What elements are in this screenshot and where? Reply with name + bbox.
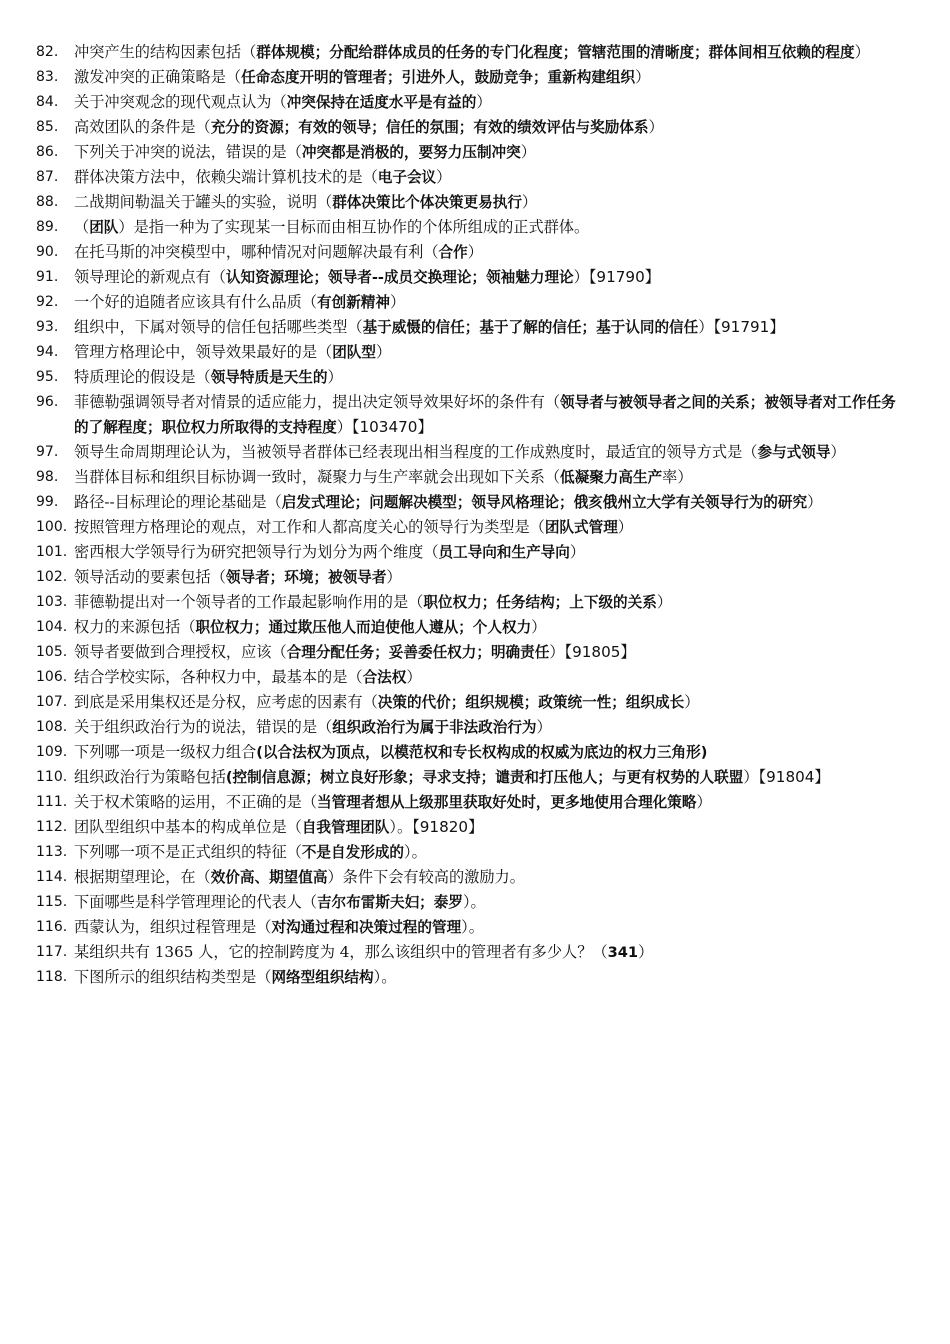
question-answer: 群体决策比个体决策更易执行 bbox=[332, 194, 522, 211]
question-answer: 不是自发形成的 bbox=[301, 844, 404, 861]
question-stem: 领导理论的新观点有（ bbox=[74, 268, 226, 286]
question-number: 95. bbox=[36, 369, 59, 385]
question-text bbox=[74, 890, 900, 915]
question-item bbox=[36, 865, 900, 890]
question-number: 110. bbox=[36, 769, 68, 785]
question-tail: ） bbox=[375, 343, 392, 361]
question-stem: 领导生命周期理论认为，当被领导者群体已经表现出相当程度的工作成熟度时，最适宜的领导方式是（ bbox=[74, 443, 758, 461]
question-text bbox=[74, 790, 900, 815]
question-text bbox=[74, 690, 900, 715]
question-tail: ） bbox=[536, 718, 552, 736]
question-answer: (以合法权为顶点，以模范权和专长权构成的权威为底边的权力三角形) bbox=[256, 744, 708, 761]
question-number: 109. bbox=[36, 744, 68, 760]
question-number: 89. bbox=[36, 219, 59, 235]
question-tail: ） bbox=[389, 293, 406, 311]
question-stem: 路径--目标理论的理论基础是（ bbox=[74, 493, 282, 511]
question-number: 103. bbox=[36, 594, 68, 610]
question-text bbox=[74, 565, 900, 590]
question-tail: ） bbox=[854, 43, 870, 61]
question-tail: ） bbox=[520, 143, 536, 161]
question-text bbox=[74, 165, 900, 190]
question-item bbox=[36, 240, 900, 265]
question-number: 97. bbox=[36, 444, 59, 460]
question-tail: 率） bbox=[662, 468, 693, 486]
question-tail: ） bbox=[569, 543, 586, 561]
question-answer: 参与式领导 bbox=[757, 444, 831, 461]
question-item bbox=[36, 565, 900, 590]
question-text bbox=[74, 40, 900, 65]
question-answer: 任命态度开明的管理者；引进外人，鼓励竞争；重新构建组织 bbox=[241, 69, 636, 86]
question-tail: ） bbox=[327, 368, 343, 386]
question-tail: ）。 bbox=[403, 843, 427, 861]
question-text bbox=[74, 965, 900, 990]
question-answer: 充分的资源；有效的领导；信任的氛围；有效的绩效评估与奖励体系 bbox=[210, 119, 649, 136]
question-stem: 结合学校实际，各种权力中，最基本的是（ bbox=[74, 668, 363, 686]
question-tail: ） bbox=[696, 793, 712, 811]
question-tail: ）。 bbox=[373, 968, 397, 986]
question-stem: 菲德勒提出对一个领导者的工作最起影响作用的是（ bbox=[74, 593, 424, 611]
question-tail: ） bbox=[807, 493, 823, 511]
question-stem: 激发冲突的正确策略是（ bbox=[74, 68, 242, 86]
question-text bbox=[74, 465, 900, 490]
question-stem: 领导活动的要素包括（ bbox=[74, 568, 226, 586]
question-stem: （ bbox=[74, 218, 90, 236]
question-number: 83. bbox=[36, 69, 59, 85]
question-tail: ） bbox=[436, 168, 452, 186]
question-stem: 根据期望理论，在（ bbox=[74, 868, 211, 886]
question-item bbox=[36, 765, 900, 790]
question-number: 91. bbox=[36, 269, 59, 285]
question-item bbox=[36, 915, 900, 940]
question-item bbox=[36, 540, 900, 565]
question-stem: 密西根大学领导行为研究把领导行为划分为两个维度（ bbox=[74, 543, 439, 561]
question-stem: 下列哪一项是一级权力组合 bbox=[74, 743, 257, 761]
question-item bbox=[36, 140, 900, 165]
question-answer: 合法权 bbox=[362, 669, 407, 686]
question-text bbox=[74, 90, 900, 115]
question-answer: 合作 bbox=[438, 244, 468, 261]
question-tail: ） bbox=[467, 243, 483, 261]
question-tail: ） bbox=[648, 118, 664, 136]
question-number: 116. bbox=[36, 919, 68, 935]
question-text bbox=[74, 865, 900, 890]
question-number: 94. bbox=[36, 344, 59, 360]
question-text bbox=[74, 540, 900, 565]
question-text bbox=[74, 915, 900, 940]
question-answer: 当管理者想从上级那里获取好处时，更多地使用合理化策略 bbox=[317, 794, 697, 811]
question-answer: 领导者与被领导者之间的关系；被领导者对工作任务的了解程度；职位权力所取得的支持程度 bbox=[74, 394, 896, 436]
question-item bbox=[36, 490, 900, 515]
question-stem: 组织中，下属对领导的信任包括哪些类型（ bbox=[74, 318, 363, 336]
question-tail: ） bbox=[476, 93, 492, 111]
question-number: 98. bbox=[36, 469, 59, 485]
question-tail: ） bbox=[617, 518, 633, 536]
question-text bbox=[74, 665, 900, 690]
question-tail: ） bbox=[406, 668, 422, 686]
question-text bbox=[74, 490, 900, 515]
question-stem: 关于冲突观念的现代观点认为（ bbox=[74, 93, 287, 111]
question-item bbox=[36, 315, 900, 340]
question-tail: ）【103470】 bbox=[336, 418, 433, 436]
question-tail: ）。 bbox=[462, 893, 486, 911]
question-stem: 群体决策方法中，依赖尖端计算机技术的是（ bbox=[74, 168, 378, 186]
question-answer: 自我管理团队 bbox=[301, 819, 390, 836]
question-text bbox=[74, 515, 900, 540]
question-number: 96. bbox=[36, 394, 59, 410]
question-text bbox=[74, 290, 900, 315]
question-number: 99. bbox=[36, 494, 59, 510]
question-stem: 某组织共有 1365 人，它的控制跨度为 4，那么该组织中的管理者有多少人？（ bbox=[74, 943, 608, 961]
question-stem: 团队型组织中基本的构成单位是（ bbox=[74, 818, 302, 836]
question-item bbox=[36, 165, 900, 190]
question-answer: 吉尔布雷斯夫妇；泰罗 bbox=[317, 894, 463, 911]
question-text bbox=[74, 215, 900, 240]
question-tail: ）【91791】 bbox=[698, 318, 785, 336]
question-item bbox=[36, 665, 900, 690]
question-item bbox=[36, 115, 900, 140]
question-tail: ）是指一种为了实现某一目标而由相互协作的个体所组成的正式群体。 bbox=[118, 218, 590, 236]
question-item bbox=[36, 790, 900, 815]
question-item bbox=[36, 340, 900, 365]
question-answer: 职位权力；任务结构；上下级的关系 bbox=[423, 594, 657, 611]
question-text bbox=[74, 740, 900, 765]
question-tail: ）。 bbox=[461, 918, 484, 936]
question-item bbox=[36, 90, 900, 115]
question-item bbox=[36, 840, 900, 865]
question-item bbox=[36, 715, 900, 740]
question-item bbox=[36, 515, 900, 540]
question-answer: 认知资源理论；领导者--成员交换理论；领袖魅力理论 bbox=[225, 269, 574, 286]
question-answer: 团队型 bbox=[332, 344, 376, 361]
question-number: 82. bbox=[36, 44, 59, 60]
question-item bbox=[36, 740, 900, 765]
question-stem: 高效团队的条件是（ bbox=[74, 118, 211, 136]
question-stem: 关于权术策略的运用，不正确的是（ bbox=[74, 793, 317, 811]
question-number: 93. bbox=[36, 319, 59, 335]
question-answer: 领导者；环境；被领导者 bbox=[225, 569, 387, 586]
question-item bbox=[36, 940, 900, 965]
question-tail: ） bbox=[684, 693, 700, 711]
question-stem: 关于组织政治行为的说法，错误的是（ bbox=[74, 718, 333, 736]
question-number: 100. bbox=[36, 519, 68, 535]
question-answer: 组织政治行为属于非法政治行为 bbox=[332, 719, 537, 736]
question-tail: ）。【91820】 bbox=[389, 818, 484, 836]
question-stem: 按照管理方格理论的观点，对工作和人都高度关心的领导行为类型是（ bbox=[74, 518, 545, 536]
question-stem: 在托马斯的冲突模型中，哪种情况对问题解决最有利（ bbox=[74, 243, 439, 261]
question-answer: 基于威慑的信任；基于了解的信任；基于认同的信任 bbox=[362, 319, 699, 336]
question-text bbox=[74, 315, 900, 340]
question-text bbox=[74, 190, 900, 215]
question-item bbox=[36, 215, 900, 240]
question-number: 108. bbox=[36, 719, 68, 735]
question-text bbox=[74, 365, 900, 390]
question-stem: 下面哪些是科学管理理论的代表人（ bbox=[74, 893, 317, 911]
question-stem: 下列关于冲突的说法，错误的是（ bbox=[74, 143, 302, 161]
question-answer: 有创新精神 bbox=[317, 294, 390, 311]
question-number: 88. bbox=[36, 194, 59, 210]
question-number: 107. bbox=[36, 694, 68, 710]
question-answer: 启发式理论；问题解决模型；领导风格理论；俄亥俄州立大学有关领导行为的研究 bbox=[281, 494, 808, 511]
question-number: 105. bbox=[36, 644, 68, 660]
question-item bbox=[36, 390, 900, 440]
question-answer: 团队 bbox=[89, 219, 119, 236]
question-answer: 员工导向和生产导向 bbox=[438, 544, 570, 561]
question-stem: 冲突产生的结构因素包括（ bbox=[74, 43, 257, 61]
question-answer: (控制信息源；树立良好形象；寻求支持；谴责和打压他人；与更有权势的人联盟 bbox=[225, 769, 744, 786]
question-stem: 一个好的追随者应该具有什么品质（ bbox=[74, 293, 317, 311]
question-item bbox=[36, 890, 900, 915]
question-answer: 效价高、期望值高 bbox=[210, 869, 328, 886]
question-tail: ） bbox=[386, 568, 402, 586]
question-item bbox=[36, 65, 900, 90]
question-answer: 电子会议 bbox=[377, 169, 437, 186]
question-item bbox=[36, 465, 900, 490]
question-stem: 组织政治行为策略包括 bbox=[74, 768, 226, 786]
question-tail: ） bbox=[531, 618, 547, 636]
question-answer: 冲突都是消极的，要努力压制冲突 bbox=[301, 144, 521, 161]
question-text bbox=[74, 240, 900, 265]
question-answer: 领导特质是天生的 bbox=[210, 369, 328, 386]
question-answer: 职位权力；通过欺压他人而迫使他人遵从；个人权力 bbox=[195, 619, 532, 636]
question-text bbox=[74, 115, 900, 140]
question-stem: 当群体目标和组织目标协调一致时，凝聚力与生产率就会出现如下关系（ bbox=[74, 468, 560, 486]
question-tail: ）【91790】 bbox=[573, 268, 660, 286]
question-number: 92. bbox=[36, 294, 59, 310]
question-stem: 二战期间勒温关于罐头的实验，说明（ bbox=[74, 193, 333, 211]
question-answer: 决策的代价；组织规模；政策统一性；组织成长 bbox=[377, 694, 685, 711]
question-item bbox=[36, 40, 900, 65]
question-text bbox=[74, 265, 900, 290]
question-tail: ） bbox=[830, 443, 846, 461]
question-number: 104. bbox=[36, 619, 68, 635]
question-item bbox=[36, 640, 900, 665]
question-stem: 特质理论的假设是（ bbox=[74, 368, 211, 386]
question-text bbox=[74, 940, 900, 965]
question-answer: 341 bbox=[607, 944, 639, 961]
question-text bbox=[74, 440, 900, 465]
question-stem: 下列哪一项不是正式组织的特征（ bbox=[74, 843, 302, 861]
question-number: 117. bbox=[36, 944, 68, 960]
question-number: 102. bbox=[36, 569, 68, 585]
question-stem: 菲德勒强调领导者对情景的适应能力，提出决定领导效果好坏的条件有（ bbox=[74, 393, 560, 411]
question-tail: ）【91804】 bbox=[743, 768, 830, 786]
question-item bbox=[36, 440, 900, 465]
question-text bbox=[74, 765, 900, 790]
question-number: 101. bbox=[36, 544, 68, 560]
question-item bbox=[36, 815, 900, 840]
question-number: 111. bbox=[36, 794, 68, 810]
question-answer: 低凝聚力高生产 bbox=[560, 469, 663, 486]
question-text bbox=[74, 715, 900, 740]
question-item bbox=[36, 590, 900, 615]
question-text bbox=[74, 590, 900, 615]
question-item bbox=[36, 365, 900, 390]
question-tail: ） bbox=[521, 193, 538, 211]
question-item bbox=[36, 690, 900, 715]
question-answer: 团队式管理 bbox=[544, 519, 618, 536]
question-stem: 西蒙认为，组织过程管理是（ bbox=[74, 918, 272, 936]
question-number: 112. bbox=[36, 819, 68, 835]
question-list bbox=[36, 40, 900, 990]
question-stem: 下图所示的组织结构类型是（ bbox=[74, 968, 272, 986]
question-stem: 管理方格理论中，领导效果最好的是（ bbox=[74, 343, 333, 361]
question-answer: 合理分配任务；妥善委任权力；明确责任 bbox=[286, 644, 550, 661]
question-tail: ） bbox=[638, 943, 654, 961]
question-item bbox=[36, 290, 900, 315]
question-item bbox=[36, 190, 900, 215]
question-tail: ）条件下会有较高的激励力。 bbox=[327, 868, 525, 886]
question-number: 85. bbox=[36, 119, 59, 135]
question-text bbox=[74, 140, 900, 165]
question-stem: 领导者要做到合理授权，应该（ bbox=[74, 643, 287, 661]
question-text bbox=[74, 390, 900, 440]
question-tail: ）【91805】 bbox=[549, 643, 636, 661]
question-stem: 权力的来源包括（ bbox=[74, 618, 196, 636]
question-text bbox=[74, 840, 900, 865]
question-number: 90. bbox=[36, 244, 59, 260]
question-text bbox=[74, 615, 900, 640]
question-tail: ） bbox=[635, 68, 651, 86]
question-number: 87. bbox=[36, 169, 59, 185]
question-item bbox=[36, 615, 900, 640]
question-number: 86. bbox=[36, 144, 59, 160]
question-stem: 到底是采用集权还是分权，应考虑的因素有（ bbox=[74, 693, 378, 711]
question-text bbox=[74, 640, 900, 665]
question-number: 118. bbox=[36, 969, 68, 985]
question-answer: 群体规模；分配给群体成员的任务的专门化程度；管辖范围的清晰度；群体间相互依赖的程度 bbox=[256, 44, 855, 61]
question-text bbox=[74, 340, 900, 365]
question-text bbox=[74, 815, 900, 840]
question-item bbox=[36, 265, 900, 290]
question-number: 106. bbox=[36, 669, 68, 685]
question-tail: ） bbox=[656, 593, 673, 611]
question-item bbox=[36, 965, 900, 990]
question-number: 115. bbox=[36, 894, 68, 910]
question-number: 84. bbox=[36, 94, 59, 110]
question-answer: 网络型组织结构 bbox=[271, 969, 374, 986]
question-answer: 对沟通过程和决策过程的管理 bbox=[271, 919, 462, 936]
question-answer: 冲突保持在适度水平是有益的 bbox=[286, 94, 477, 111]
question-text bbox=[74, 65, 900, 90]
question-number: 113. bbox=[36, 844, 68, 860]
question-number: 114. bbox=[36, 869, 68, 885]
